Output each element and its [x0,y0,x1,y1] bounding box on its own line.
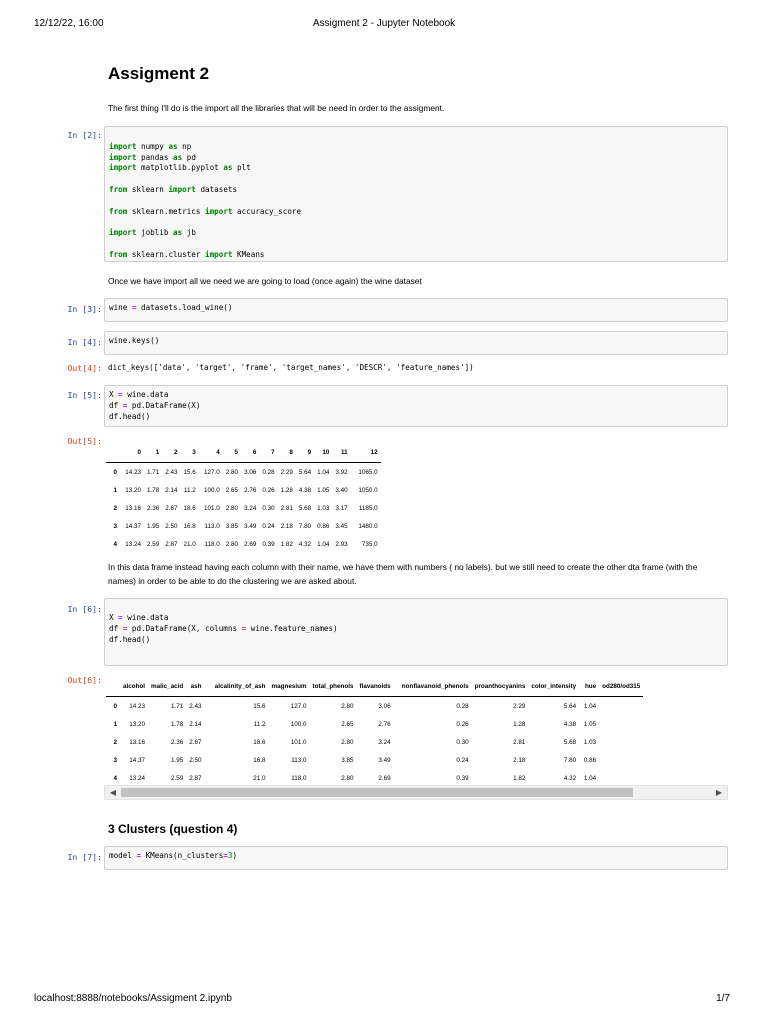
table-cell: 14.23 [125,468,141,476]
table-cell: 2.65 [341,720,354,728]
code-text: pd.DataFrame(X, columns [127,623,242,633]
table-cell: 13.20 [129,720,146,728]
table-cell: 13.24 [125,540,141,548]
table-cell: 100.0 [204,486,220,494]
markdown-intro: The first thing I'll do is the import all the libraries that will be need in order to the assigment. [108,103,445,113]
column-header: alcohol [120,676,148,697]
table-cell: 127.0 [204,468,220,476]
code-text: wine.data [122,390,169,399]
table-cell: 2.59 [147,540,160,548]
table-cell: 18.6 [253,738,266,746]
table-cell: 14.23 [129,702,146,710]
row-index: 2 [113,504,117,512]
table-cell: 1.04 [583,774,597,782]
keyword: as [173,152,183,162]
column-header: alcalinity_of_ash [205,676,269,697]
table-row [106,481,381,499]
keyword: from [109,184,128,194]
table-cell: 2.87 [165,540,178,548]
table-cell: 15.6 [183,468,196,476]
column-header: malic_acid [148,676,186,697]
input-prompt-6: In [6]: [67,604,102,614]
table-cell: 2.59 [171,774,184,782]
input-prompt-5: In [5]: [67,390,102,400]
table-cell: 118.0 [204,540,220,548]
table-cell: 1.95 [147,522,160,530]
operator: = [122,623,128,633]
table-cell: 101.0 [204,504,220,512]
scrollbar-thumb[interactable] [121,788,633,797]
column-header: 2 [162,442,180,463]
horizontal-scrollbar[interactable] [104,785,728,800]
keyword: import [109,163,137,173]
input-prompt-3: In [3]: [67,304,102,314]
table-cell: 7.80 [563,756,577,764]
section-heading-clusters: 3 Clusters (question 4) [108,822,238,836]
table-row [106,697,643,716]
output-prompt-5: Out[5]: [67,436,102,446]
column-header: flavanoids [356,676,393,697]
dataframe-output-numeric [106,442,381,553]
markdown-labels: In this data frame instead having each column with their name, we have them with numbers ( no labels). but we still need to create the other dta frame (with the names) in order to be able to do the clustering we are asked about. [108,562,698,586]
column-header: proanthocyanins [472,676,529,697]
table-row [106,715,643,733]
operator: = [118,613,123,622]
table-cell: 3.17 [335,504,348,512]
table-cell: 1050.0 [358,486,378,494]
table-cell: 2.29 [280,468,293,476]
table-row [106,751,643,769]
table-cell: 2.14 [165,486,178,494]
table-cell: 4.32 [298,540,312,548]
code-text: df [109,623,123,633]
table-cell: 16.8 [253,756,266,764]
scroll-right-arrow-icon[interactable]: ▶ [715,788,723,797]
operator: = [223,851,228,860]
table-cell: 11.2 [253,720,266,728]
print-page-number: 1/7 [716,993,730,1004]
table-cell: 7.80 [298,522,312,530]
table-cell: 1.03 [317,504,330,512]
table-row [106,535,381,553]
column-header: color_intensity [528,676,579,697]
table-cell: 3.06 [378,702,391,710]
keyword: as [168,141,178,151]
table-cell: 1.04 [317,468,330,476]
column-header: 1 [144,442,162,463]
column-header: magnesium [269,676,310,697]
table-cell [599,769,643,784]
table-cell: 0.28 [262,468,275,476]
table-row [106,769,643,784]
table-cell: 1.82 [513,774,526,782]
table-cell: 0.30 [262,504,275,512]
table-cell: 2.80 [341,702,354,710]
table-cell: 101.0 [290,738,307,746]
table-cell: 2.65 [225,486,239,494]
table-cell: 1.04 [583,702,597,710]
output-prompt-6: Out[6]: [67,675,102,685]
table-cell: 15.6 [253,702,266,710]
table-cell: 3.85 [341,756,354,764]
number-literal: 3 [227,851,233,860]
table-cell: 2.69 [378,774,391,782]
table-cell: 0.86 [317,522,330,530]
table-row [106,733,643,751]
column-header [106,442,120,463]
table-cell: 3.49 [378,756,391,764]
table-cell: 2.87 [189,774,202,782]
input-prompt-4: In [4]: [67,337,102,347]
code-text: joblib [136,228,174,238]
table-cell: 0.26 [456,720,469,728]
row-index: 1 [113,720,117,728]
column-header: 10 [314,442,332,463]
keyword: import [109,152,137,162]
output-prompt-4: Out[4]: [67,363,102,373]
code-text: wine.data [122,613,169,622]
table-cell: 118.0 [291,774,307,782]
column-header: hue [579,676,599,697]
table-cell: 4.32 [563,774,577,782]
table-cell: 3.49 [244,522,257,530]
table-cell [599,733,643,751]
table-cell: 5.68 [298,504,312,512]
table-cell: 5.64 [563,702,577,710]
table-cell: 0.28 [456,702,469,710]
table-cell [599,697,643,716]
table-cell: 113.0 [204,522,220,530]
code-text: plt [232,163,251,173]
code-text: pd [182,152,196,162]
table-cell: 1.04 [317,540,330,548]
operator: = [122,400,128,410]
keyword: from [109,249,128,259]
table-cell: 0.24 [262,522,275,530]
table-cell: 3.40 [335,486,348,494]
table-cell: 3.24 [378,738,391,746]
table-row [106,499,381,517]
code-text: pd.DataFrame(X) [127,400,201,410]
table-cell: 2.76 [244,486,257,494]
table-cell: 127.0 [290,702,307,710]
output-wine-keys: dict_keys(['data', 'target', 'frame', 'target_names', 'DESCR', 'feature_names']) [108,363,474,372]
keyword: as [173,228,183,238]
table-cell: 1.71 [171,702,184,710]
table-cell: 4.38 [298,486,312,494]
table-cell: 1185.0 [358,504,378,512]
table-cell: 100.0 [290,720,307,728]
table-cell: 0.39 [456,774,469,782]
row-index: 1 [113,486,117,494]
code-text: wine.keys() [109,336,160,345]
input-prompt-2: In [2]: [67,130,102,140]
table-cell: 16.8 [183,522,196,530]
table-cell: 1.78 [171,720,184,728]
table-cell: 21.0 [253,774,266,782]
table-cell: 3.92 [335,468,348,476]
keyword: import [205,249,233,259]
table-cell: 1.95 [171,756,184,764]
code-text: df.head() [109,411,151,421]
column-header: nonflavanoid_phenols [394,676,472,697]
table-cell: 13.16 [125,504,141,512]
input-prompt-7: In [7]: [67,852,102,862]
code-text: wine.feature_names) [246,623,338,633]
table-cell: 3.85 [225,522,239,530]
table-cell: 2.29 [513,702,526,710]
keyword: import [109,228,137,238]
table-cell: 1.05 [317,486,330,494]
table-cell: 2.80 [225,504,239,512]
table-cell: 0.30 [456,738,469,746]
code-text: X [109,613,119,622]
code-text: KMeans [232,249,265,259]
row-index: 4 [113,540,117,548]
table-cell: 2.69 [244,540,257,548]
row-index: 3 [113,522,117,530]
column-header: 12 [351,442,381,463]
table-cell: 1.03 [583,738,597,746]
table-cell: 2.81 [513,738,526,746]
table-cell: 1.82 [280,540,293,548]
table-cell: 2.76 [378,720,391,728]
table-cell: 1.28 [280,486,293,494]
row-index: 2 [113,738,117,746]
table-cell: 4.38 [563,720,577,728]
table-cell: 2.43 [165,468,178,476]
code-cell-kmeans[interactable] [104,846,728,870]
table-cell [599,715,643,733]
column-header: 0 [120,442,144,463]
table-cell: 2.50 [189,756,202,764]
keyword: from [109,206,128,216]
table-cell: 2.67 [189,738,202,746]
code-cell-dataframe[interactable] [104,385,728,427]
table-row [106,463,381,482]
table-cell: 113.0 [291,756,307,764]
operator: = [136,851,142,860]
table-cell: 3.06 [244,468,257,476]
code-text: ) [232,851,238,860]
table-cell: 13.24 [129,774,146,782]
table-cell: 2.14 [189,720,202,728]
table-cell: 0.24 [456,756,469,764]
code-text: df [109,400,123,410]
table-cell: 5.64 [298,468,312,476]
table-cell: 2.67 [165,504,178,512]
code-text: sklearn.cluster [127,249,206,259]
table-cell: 1.05 [583,720,597,728]
table-cell: 2.80 [225,468,239,476]
table-cell: 2.18 [513,756,526,764]
table-cell: 2.93 [335,540,348,548]
code-text: wine [109,303,132,312]
table-cell: 2.81 [280,504,293,512]
code-text: X [109,390,119,399]
table-cell: 0.86 [583,756,597,764]
code-text: matplotlib.pyplot [136,163,224,173]
code-cell-load-wine[interactable] [104,298,728,322]
table-cell: 2.36 [171,738,184,746]
table-cell: 14.37 [125,522,141,530]
notebook-heading: Assigment 2 [108,64,210,83]
row-index: 4 [113,774,117,782]
column-header [106,676,120,697]
code-text: pandas [136,152,174,162]
dataframe-scroll-area[interactable] [104,676,728,784]
operator: = [131,303,137,312]
column-header: 5 [223,442,241,463]
table-cell: 18.6 [183,504,196,512]
column-header: 3 [181,442,199,463]
code-text: KMeans(n_clusters [141,851,224,860]
column-header: 11 [332,442,350,463]
print-url: localhost:8888/notebooks/Assigment 2.ipynb [34,993,232,1004]
code-text: numpy [136,141,169,151]
operator: = [118,390,123,399]
column-header: 6 [241,442,259,463]
code-text: model [109,851,137,860]
column-header: total_phenols [310,676,357,697]
keyword: import [168,184,196,194]
keyword: import [205,206,233,216]
column-header: 7 [259,442,277,463]
code-text: sklearn.metrics [127,206,206,216]
table-cell: 13.20 [125,486,141,494]
code-cell-named-dataframe[interactable] [104,598,728,666]
row-index: 0 [113,702,117,710]
dataframe-output-named [106,676,643,784]
table-cell: 0.26 [262,486,275,494]
operator: = [241,623,247,633]
table-cell: 3.45 [335,522,348,530]
table-cell [599,751,643,769]
table-cell: 3.24 [244,504,257,512]
code-text: df.head() [109,634,151,644]
row-index: 3 [113,756,117,764]
table-cell: 2.80 [341,774,354,782]
keyword: as [223,163,233,173]
column-header: 4 [199,442,223,463]
print-title: Assigment 2 - Jupyter Notebook [312,18,456,29]
table-cell: 11.2 [184,486,196,494]
code-text: accuracy_score [232,206,302,216]
table-cell: 13.16 [129,738,146,746]
code-text: sklearn [127,184,169,194]
table-cell: 2.80 [225,540,239,548]
code-text: datasets.load_wine() [136,303,233,312]
column-header: 8 [278,442,296,463]
table-cell: 14.37 [129,756,146,764]
column-header: od280/od315 [599,676,643,697]
markdown-load: Once we have import all we need we are going to load (once again) the wine dataset [108,276,422,286]
code-text: np [177,141,192,151]
keyword: import [109,141,137,151]
table-cell: 2.36 [147,504,160,512]
table-cell: 1.28 [513,720,526,728]
table-cell: 735.0 [361,540,378,548]
table-cell: 2.50 [165,522,178,530]
table-cell: 1065.0 [358,468,378,476]
code-text: datasets [195,184,238,194]
table-cell: 1.71 [147,468,160,476]
scroll-left-arrow-icon[interactable]: ◀ [109,788,117,797]
print-datetime: 12/12/22, 16:00 [34,18,104,29]
table-cell: 1480.0 [358,522,378,530]
code-cell-imports[interactable] [104,126,728,262]
table-row [106,517,381,535]
code-cell-wine-keys[interactable] [104,331,728,355]
column-header: 9 [296,442,314,463]
code-text: jb [182,228,196,238]
table-cell: 5.68 [563,738,577,746]
table-cell: 2.80 [341,738,354,746]
table-cell: 0.39 [262,540,275,548]
row-index: 0 [113,468,117,476]
table-cell: 2.43 [189,702,202,710]
table-cell: 1.78 [147,486,160,494]
table-cell: 2.18 [280,522,293,530]
table-cell: 21.0 [183,540,196,548]
column-header: ash [186,676,204,697]
